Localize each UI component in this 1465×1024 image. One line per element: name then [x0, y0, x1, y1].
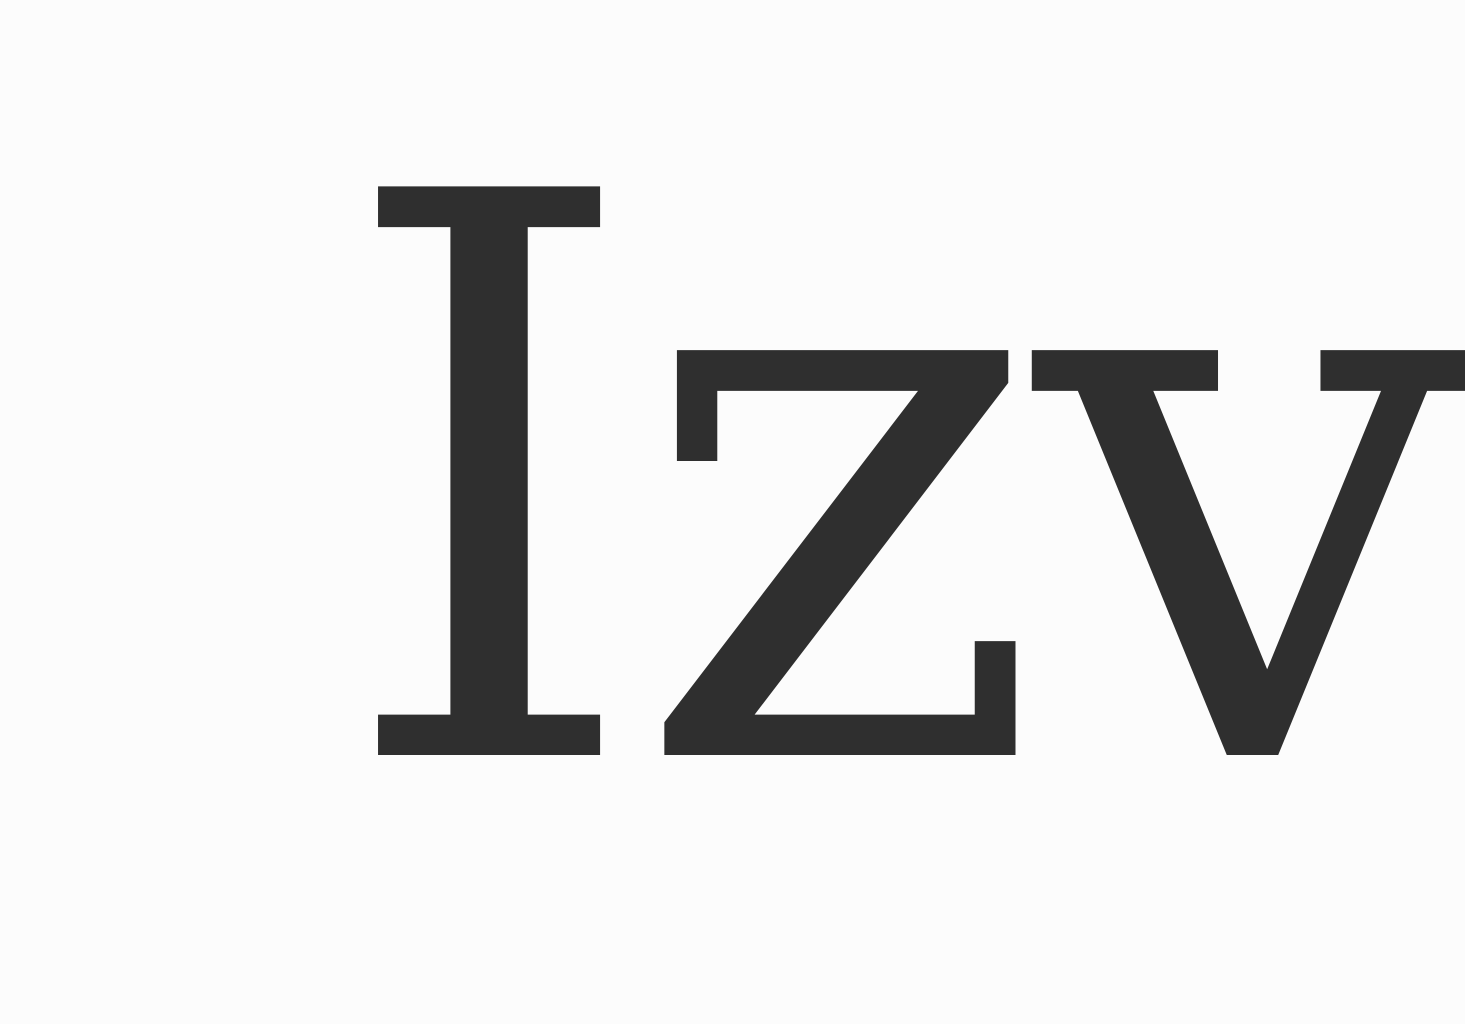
printed-word-fragment: Izv	[335, 31, 1465, 939]
